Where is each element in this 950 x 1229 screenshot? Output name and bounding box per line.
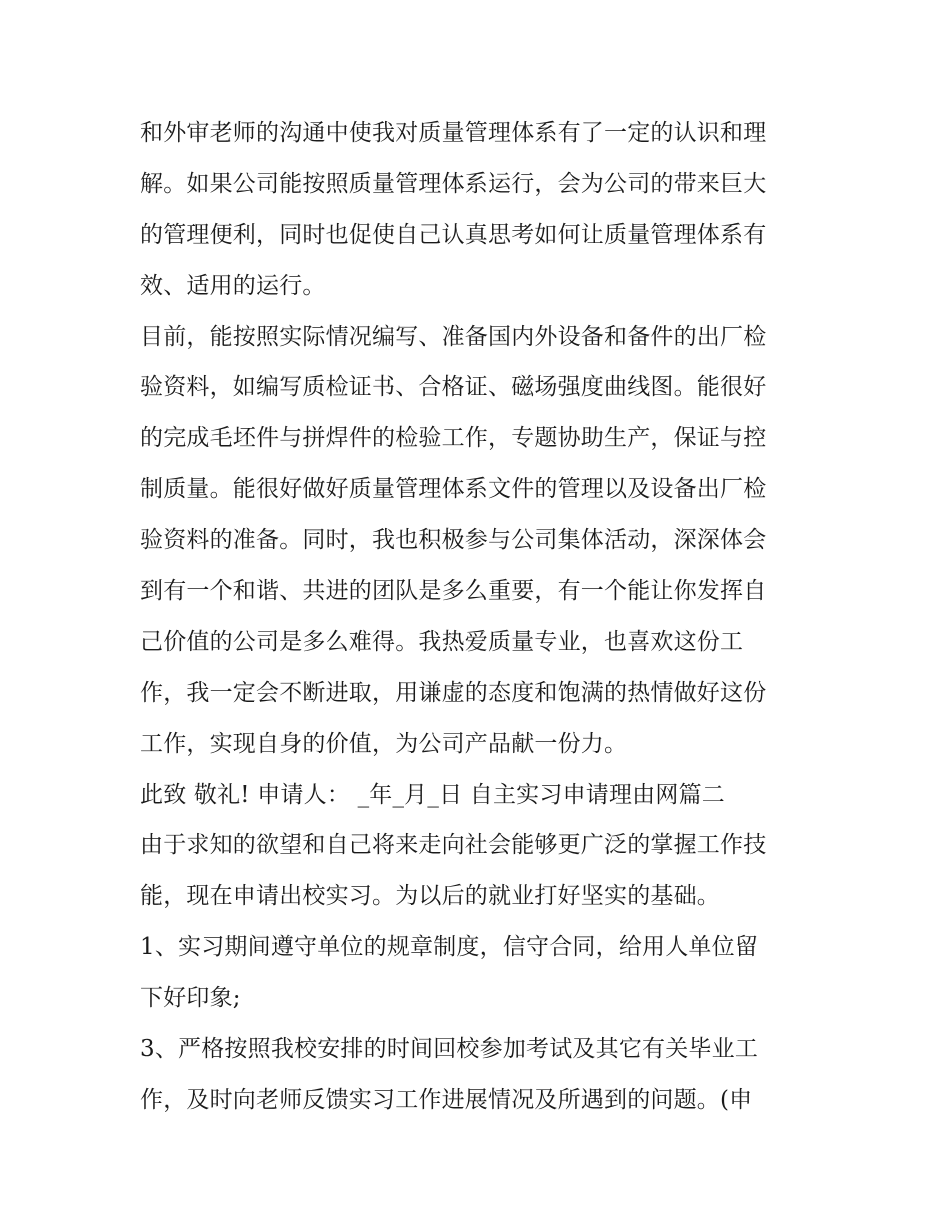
text-line: 目前，能按照实际情况编写、准备国内外设备和备件的出厂检 [140, 323, 767, 350]
text-line: 作，我一定会不断进取，用谦虚的态度和饱满的热情做好这份 [140, 679, 767, 706]
text-line: 制质量。能很好做好质量管理体系文件的管理以及设备出厂检 [140, 476, 767, 503]
text-line: 工作，实现自身的价值，为公司产品献一份力。 [140, 730, 628, 757]
text-line: 验资料，如编写质检证书、合格证、磁场强度曲线图。能很好 [140, 374, 767, 401]
text-line: 和外审老师的沟通中使我对质量管理体系有了一定的认识和理 [140, 120, 767, 146]
text-line: 解。如果公司能按照质量管理体系运行，会为公司的带来巨大 [140, 170, 767, 197]
text-line: 此致 敬礼! 申请人： _年_月_日 自主实习申请理由网篇二 [140, 781, 725, 808]
text-line: 3、严格按照我校安排的时间回校参加考试及其它有关毕业工 [140, 1036, 759, 1063]
text-line: 1、实习期间遵守单位的规章制度，信守合同，给用人单位留 [140, 934, 759, 961]
text-line: 能，现在申请出校实习。为以后的就业打好坚实的基础。 [140, 883, 720, 910]
text-line: 验资料的准备。同时，我也积极参与公司集体活动，深深体会 [140, 527, 767, 554]
text-line: 下好印象; [140, 985, 241, 1012]
text-line: 的管理便利，同时也促使自己认真思考如何让质量管理体系有 [140, 221, 767, 248]
text-line: 效、适用的运行。 [140, 272, 326, 299]
text-line: 到有一个和谐、共进的团队是多么重要，有一个能让你发挥自 [140, 578, 767, 605]
document-body [140, 108, 820, 1126]
text-line: 由于求知的欲望和自己将来走向社会能够更广泛的掌握工作技 [140, 832, 767, 859]
text-line: 作，及时向老师反馈实习工作进展情况及所遇到的问题。(申 [140, 1086, 753, 1113]
text-line: 的完成毛坯件与拼焊件的检验工作，专题协助生产，保证与控 [140, 425, 767, 452]
text-line: 己价值的公司是多么难得。我热爱质量专业，也喜欢这份工 [140, 628, 744, 655]
